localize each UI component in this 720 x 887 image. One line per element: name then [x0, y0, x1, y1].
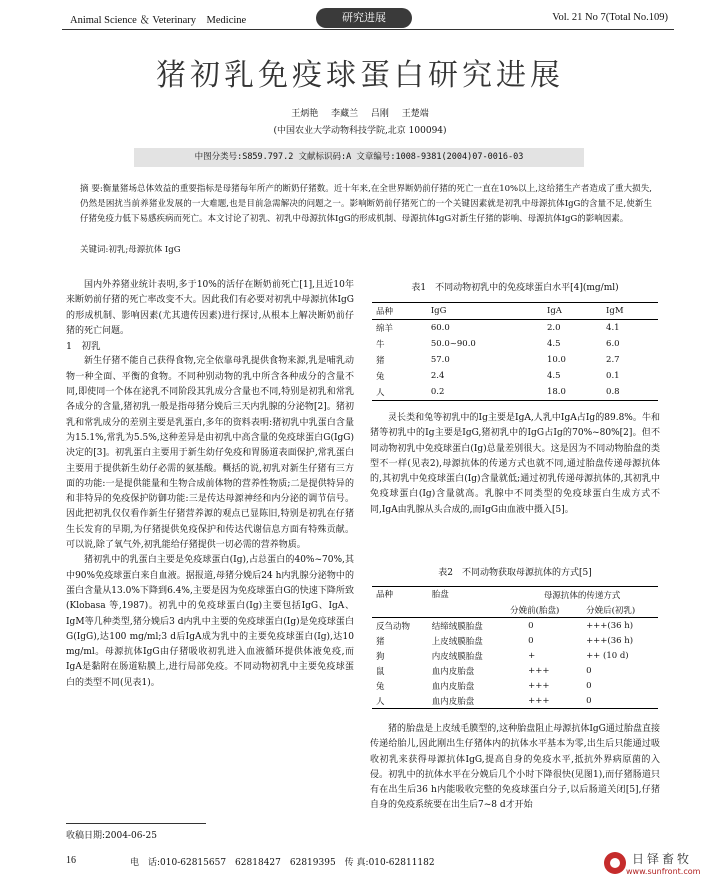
table-header-cell: 母源抗体的传递方式 [506, 587, 658, 603]
paragraph: 灵长类和兔等初乳中的Ig主要是IgA,人乳中IgA占Ig的89.8%。牛和猪等初乳中的Ig主要是IgG,猪初乳中的IgG占Ig的70%~80%[2]。但不同动物初乳中免疫球蛋白(Ig)总量差别很大。这是因为不同动物胎盘的类型不一样(见表2),母源抗体的传递方式也就不同,通过胎盘传递母源抗体的,其初乳中免疫球蛋白(Ig)含量就低;通过初乳传递母源抗体的,其初乳中免疫球蛋白(Ig)含量就高。乳腺中不同类型的免疫球蛋白生成方式不同,IgA由乳腺从头合成的,而IgG由血液中摄入[5]。 [370, 413, 660, 515]
table-row [372, 618, 658, 634]
table-cell: 2.7 [606, 355, 620, 365]
table-cell: 猪 [376, 356, 385, 366]
logo-url: www.sunfront.com [626, 867, 701, 876]
keywords: 关键词:初乳;母源抗体 IgG [80, 245, 181, 255]
table1-caption: 表1 不同动物初乳中的免疫球蛋白水平[4](mg/ml) [411, 283, 619, 293]
table-cell: 2.4 [430, 371, 445, 381]
table-cell: 结缔绒膜胎盘 [431, 621, 483, 632]
table-header-row [372, 303, 658, 320]
publisher-logo [604, 848, 714, 882]
table-header-cell: 品种 [372, 303, 427, 320]
table-header-cell: 品种 [372, 587, 428, 618]
table-cell: 4.5 [546, 371, 561, 381]
table-cell: 兔 [376, 372, 385, 382]
table-header-cell: 胎盘 [428, 587, 506, 618]
table-cell: ++ (10 d) [586, 650, 629, 661]
table-cell: +++(36 h) [586, 620, 634, 631]
table-cell: 18.0 [543, 384, 602, 401]
paragraph: 新生仔猪不能自己获得食物,完全依靠母乳提供食物来源,乳是哺乳动物一种全面、平衡的食物。不同种别动物的乳中所含各种成分的含量不同,即使同一个体在泌乳不同阶段其乳成分含量也不同,特别是初乳和常乳各成分的含量,猪初乳一般是指母猪分娩后三天内乳腺的分泌物[2]。猪初乳和常乳成分的差别主要是乳蛋白,多年的资料表明:猪初乳中乳蛋白含量为15.1%,常乳为5.5%,这种差异是由初乳中高含量的免疫球蛋白G(IgG)决定的[3]。初乳蛋白主要用于新生幼仔免疫和胃肠道表面保护,常乳蛋白主要用于提供新生幼仔必需的氨基酸。概括的说,初乳对新生仔猪有三方面的功能:一是提供能量和生物合成前体物的营养性物质;二是提供特异的和非特异的免疫保护防御功能:三是传达母源神经和内分泌的调节信号。因此把初乳仅仅看作新生仔猪营养源的观点已显陈旧,特别是初乳在仔猪生长发育的早期,为仔猪提供免疫保护和传达代谢信息方面有特殊贡献。可以说,除了氧气外,初乳能给仔猪提供一切必需的营养物质。 [66, 356, 354, 551]
table-header-cell: IgG [427, 303, 543, 320]
header-rule [62, 29, 674, 30]
table-row [372, 320, 658, 337]
received-date: 收稿日期:2004-06-25 [66, 831, 157, 841]
paragraph: 猪初乳中的乳蛋白主要是免疫球蛋白(Ig),占总蛋白的40%~70%,其中90%免疫球蛋白来自血液。据报道,母猪分娩后24 h内乳腺分泌物中的蛋白含量从13.0%下降到6.4%,主要是因为免疫球蛋白G的快速下降所致(Klobasa 等,1987)。初乳中的免疫球蛋白(Ig)主要包括IgG、IgA、IgM等几种类型,猪分娩后3 d内乳中主要的免疫球蛋白(Ig)是免疫球蛋白G(IgG),达100 mg/ml;3 d后IgA成为乳中的主要免疫球蛋白(Ig),达10 mg/ml。母源抗体IgG由仔猪吸收初乳进入血液循环提供体液免疫,而IgA是黏附在肠道粘膜上,进行局部免疫。不同动物初乳中主要免疫球蛋白的类型不同(见表1)。 [66, 555, 354, 688]
table-cell: 人 [372, 693, 428, 709]
table-cell: +++ [528, 680, 550, 691]
table-cell: 内皮绒膜胎盘 [431, 651, 483, 662]
right-column-upper [370, 411, 660, 518]
section-heading: 1 初乳 [66, 341, 101, 353]
contact-phone: 电 话:010-62815657 62818427 62819395 传 真:010-62811182 [130, 858, 435, 868]
table-row [372, 663, 658, 678]
table-header-cell: IgA [543, 303, 602, 320]
table-cell: +++(36 h) [586, 635, 634, 646]
table-cell: 4.5 [546, 339, 561, 349]
table-cell: 0 [586, 680, 592, 691]
table-row [372, 678, 658, 693]
table-cell: 人 [372, 384, 427, 401]
table-cell: 鼠 [376, 666, 385, 677]
table-cell: 57.0 [430, 355, 450, 365]
table-cell: 0 [582, 693, 658, 709]
paper-authors: 王炳艳 李藏兰 吕刚 王楚端 [291, 109, 429, 119]
left-column [66, 278, 354, 691]
table-row [372, 368, 658, 384]
table2 [372, 586, 658, 709]
table-header-row [372, 587, 658, 603]
classification-bar: 中图分类号:S859.797.2 文献标识码:A 文章编号:1008-9381(2004)07-0016-03 [134, 148, 584, 167]
table-cell: 0.2 [427, 384, 543, 401]
abstract: 摘 要:衡量猪场总体效益的重要指标是母猪每年所产的断奶仔猪数。近十年来,在全世界断奶前仔猪的死亡一直在10%以上,这给猪生产者造成了重大损失,仍然是困扰当前养猪业发展的一大难题,也是目前急需解决的问题之一。影响断奶前仔猪死亡的一个关键因素就是初乳中母源抗体IgG的含量不足,使新生仔猪免疫力低下易感疾病而死亡。本文讨论了初乳、初乳中母源抗体IgG的形成机制、母源抗体IgG对新生仔猪的影响、母源抗体IgG的影响因素。 [80, 184, 652, 224]
footnote-rule [66, 823, 206, 824]
logo-text: 日铎畜牧 [632, 852, 693, 866]
table-header-cell: IgM [602, 303, 658, 320]
table-cell: +++ [528, 665, 550, 676]
table-row [372, 633, 658, 648]
table-cell: 6.0 [606, 339, 620, 349]
table-cell: 0 [528, 620, 534, 631]
table-subheader-cell: 分娩前(胎盘) [506, 602, 582, 618]
table-cell: 10.0 [546, 355, 566, 365]
table-cell: 60.0 [430, 323, 450, 333]
table-cell: 0.8 [602, 384, 658, 401]
table-subheader-cell: 分娩后(初乳) [582, 602, 658, 618]
table-row [372, 336, 658, 352]
journal-volume: Vol. 21 No 7(Total No.109) [552, 12, 668, 23]
table-cell: 0 [528, 635, 534, 646]
table-row [372, 693, 658, 709]
table-cell: 0 [586, 665, 592, 676]
table-row [372, 648, 658, 663]
section-badge: 研究进展 [316, 8, 412, 28]
table-cell: 绵羊 [376, 324, 394, 334]
table-cell: 猪 [376, 636, 385, 647]
table-cell: + [528, 650, 536, 661]
table-cell: 血内皮胎盘 [431, 666, 475, 677]
paper-affiliation: (中国农业大学动物科技学院,北京 100094) [273, 126, 447, 136]
table-cell: 反刍动物 [376, 621, 411, 632]
table-cell: 狗 [376, 651, 385, 662]
paragraph: 猪的胎盘是上皮绒毛膜型的,这种胎盘阻止母源抗体IgG通过胎盘直接传递给胎儿,因此刚出生仔猪体内的抗体水平基本为零,出生后只能通过吸收初乳来获得母源抗体IgG,提高自身的免疫水平,抵抗外界病原菌的入侵。初乳中的抗体水平在分娩后几个小时下降很快(见图1),而仔猪肠道只有在出生后36 h内能吸收完整的免疫球蛋白分子,以后肠道关闭[5],仔猪自身的免疫系统要在出生后7~8 d才开始 [370, 724, 660, 811]
table-cell: 兔 [376, 681, 385, 692]
table-cell: 牛 [376, 340, 385, 350]
table-cell: +++ [506, 693, 582, 709]
logo-mark-icon [604, 852, 626, 874]
right-column-lower [370, 722, 660, 814]
table2-caption: 表2 不同动物获取母源抗体的方式[5] [438, 568, 592, 578]
paper-title: 猪初乳免疫球蛋白研究进展 [156, 58, 564, 93]
table-cell: 2.0 [546, 323, 561, 333]
table-row [372, 352, 658, 368]
table-row [372, 384, 658, 401]
table-cell: 血内皮胎盘 [431, 681, 475, 692]
table-cell: 50.0~90.0 [430, 339, 476, 349]
table-cell: 上皮绒膜胎盘 [431, 636, 483, 647]
table-cell: 血内皮胎盘 [428, 693, 506, 709]
page-number: 16 [66, 855, 76, 866]
paragraph: 国内外养猪业统计表明,多于10%的活仔在断奶前死亡[1],且近10年来断奶前仔猪的死亡率改变不大。因此我们有必要对初乳中母源抗体IgG的形成机制、影响因素(尤其遗传因素)进行探讨,从根本上解决断奶前仔猪的死亡问题。 [66, 280, 354, 336]
table-cell: 0.1 [606, 371, 620, 381]
table1 [372, 302, 658, 401]
journal-name: Animal Science ＆ Veterinary Medicine [70, 15, 247, 26]
table-cell: 4.1 [606, 323, 620, 333]
